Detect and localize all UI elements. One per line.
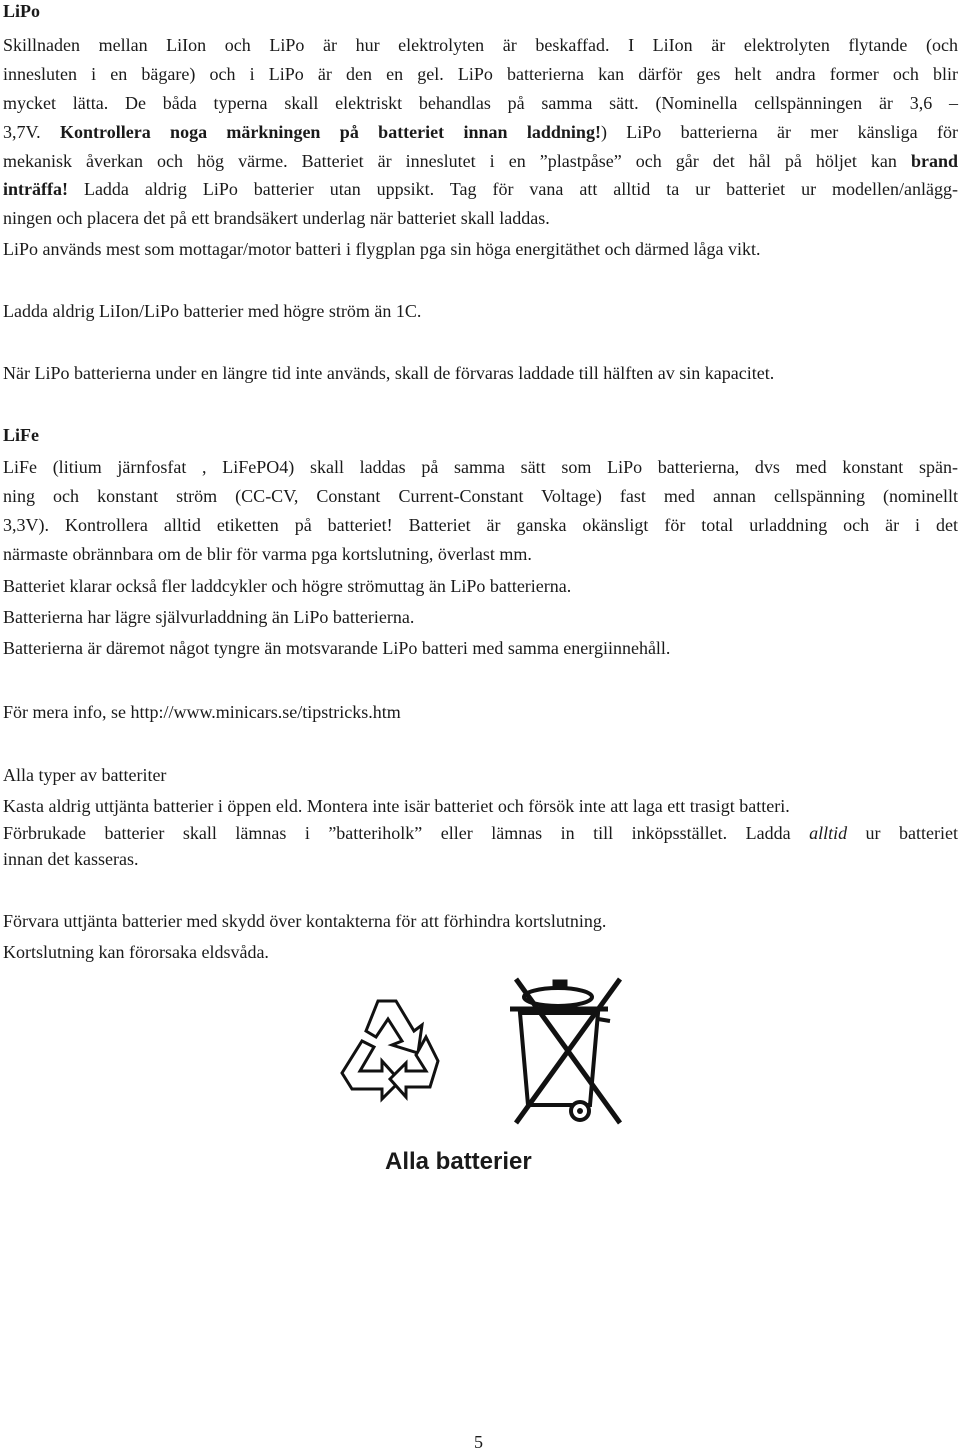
figure-caption: Alla batterier	[385, 1148, 532, 1175]
life-paragraph-line: ning och konstant ström (CC-CV, Constant Current-Constant Voltage) fast med annan cellspänning (nominellt	[3, 486, 958, 506]
info-line: För mera info, se http://www.minicars.se/tipstricks.htm	[3, 702, 401, 722]
storage-line: Förvara uttjänta batterier med skydd över kontakterna för att förhindra kortslutning.	[3, 911, 607, 931]
lipo-paragraph: LiPo används mest som mottagar/motor batteri i flygplan pga sin höga energitäthet och därmed låga vikt.	[3, 239, 761, 259]
storage-line: Kortslutning kan förorsaka eldsvåda.	[3, 942, 269, 962]
all-types-line: Kasta aldrig uttjänta batterier i öppen eld. Montera inte isär batteriet och försök inte att laga ett trasigt batteri.	[3, 796, 790, 816]
recycle-icon	[342, 1001, 438, 1099]
lipo-fire-warning: inträffa!	[3, 179, 68, 199]
life-paragraph-line: 3,3V). Kontrollera alltid etiketten på batteriet! Batteriet är ganska okänsligt för total urladdning och är i det	[3, 515, 958, 535]
lipo-warning: Kontrollera noga märkningen på batteriet innan laddning!	[60, 122, 601, 142]
lipo-paragraph-line: mekanisk åverkan och hög värme. Batteriet är inneslutet i en ”plastpåse” och går det hål på höljet kan brand	[3, 151, 958, 171]
lipo-paragraph-line: Skillnaden mellan LiIon och LiPo är hur elektrolyten är beskaffad. I LiIon är elektrolyten flytande (och	[3, 35, 958, 55]
lipo-paragraph: Ladda aldrig LiIon/LiPo batterier med högre ström än 1C.	[3, 301, 422, 321]
lipo-paragraph: När LiPo batterierna under en längre tid inte används, skall de förvaras laddade till hälften av sin kapacitet.	[3, 363, 775, 383]
emphasis-alltid: alltid	[809, 823, 848, 843]
lipo-paragraph-line: ningen och placera det på ett brandsäkert underlag när batteriet skall laddas.	[3, 208, 550, 228]
life-paragraph: Batteriet klarar också fler laddcykler och högre strömuttag än LiPo batterierna.	[3, 576, 572, 596]
all-types-line: Förbrukade batterier skall lämnas i ”batteriholk” eller lämnas in till inköpsstället. Ladda alltid ur batteriet	[3, 823, 958, 843]
page-number: 5	[474, 1432, 483, 1452]
lipo-paragraph-line: mycket lätta. De båda typerna skall elektriskt behandlas på samma sätt. (Nominella cellspänningen är 3,6 –	[3, 93, 958, 113]
lipo-paragraph-line: innesluten i en bägare) och i LiPo är den en gel. LiPo batterierna kan därför ges helt andra former och blir	[3, 64, 958, 84]
battery-disposal-symbols	[330, 975, 630, 1135]
life-paragraph-line: närmaste obrännbara om de blir för varma pga kortslutning, överlast mm.	[3, 544, 532, 564]
all-types-heading: Alla typer av batteriter	[3, 765, 167, 785]
lipo-heading: LiPo	[3, 1, 41, 21]
lipo-fire-warning: brand	[910, 151, 958, 171]
life-paragraph: Batterierna är däremot något tyngre än motsvarande LiPo batteri med samma energiinnehåll.	[3, 638, 671, 658]
life-paragraph-line: LiFe (litium järnfosfat , LiFePO4) skall laddas på samma sätt som LiPo batterierna, dvs med konstant spän-	[3, 457, 958, 477]
all-types-line: innan det kasseras.	[3, 849, 139, 869]
life-heading: LiFe	[3, 425, 39, 445]
life-paragraph: Batterierna har lägre självurladdning än LiPo batterierna.	[3, 607, 415, 627]
lipo-paragraph-line: 3,7V. Kontrollera noga märkningen på batteriet innan laddning!) LiPo batterierna är mer känsliga för	[3, 122, 958, 142]
lipo-paragraph-line: inträffa! Ladda aldrig LiPo batterier utan uppsikt. Tag för vana att alltid ta ur batteriet ur modellen/anlägg-	[3, 179, 958, 199]
crossed-out-bin-icon	[510, 979, 620, 1123]
